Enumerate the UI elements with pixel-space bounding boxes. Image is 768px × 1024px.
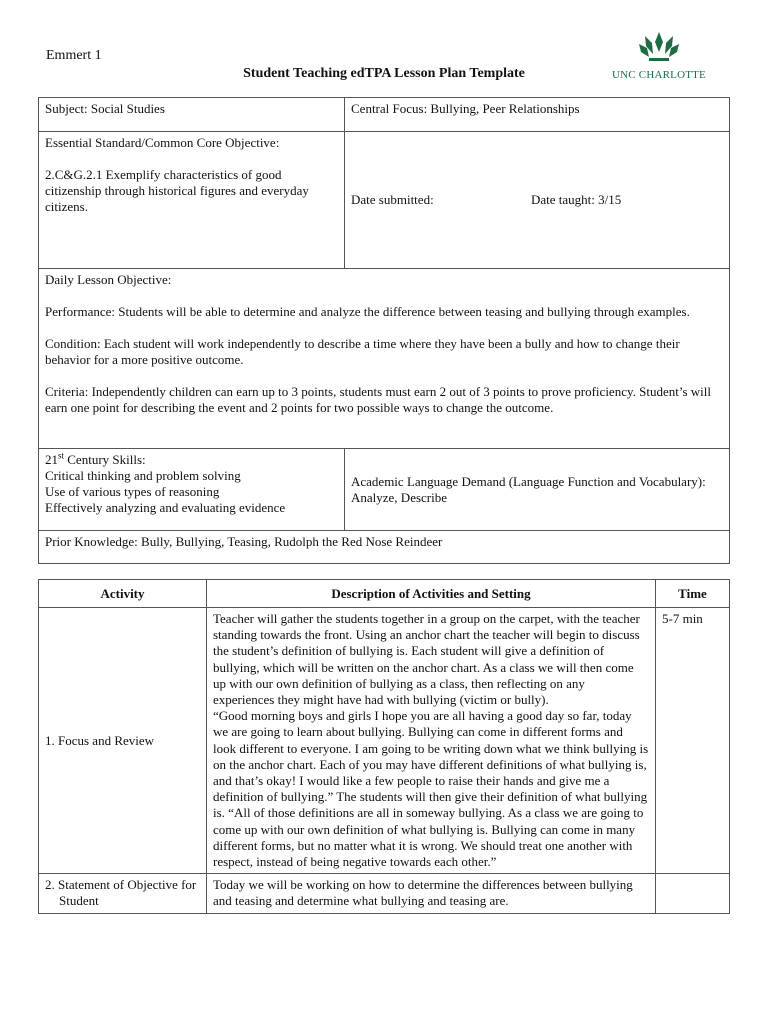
activity-header: Activity [39,580,207,608]
activities-table [38,579,730,914]
condition-text: Condition: Each student will work independently to describe a time where they have been a bully and how to change their behavior for a more positive outcome. [45,336,680,367]
criteria-text: Criteria: Independently children can earn up to 3 points, students must earn 2 out of 3 points to prove proficiency. Student’s will earn one point for describing the event and 2 points for two possible ways to change the outcome. [45,384,711,415]
date-submitted: Date submitted: [351,192,434,207]
skills-cell [39,449,345,531]
skill-item: Use of various types of reasoning [45,484,220,499]
performance-text: Performance: Students will be able to determine and analyze the difference between teasing and bullying through examples. [45,304,690,319]
university-logo [604,30,714,80]
dates-cell [345,132,730,269]
logo-text: UNC CHARLOTTE [612,69,706,81]
activity-time [656,874,730,914]
activity-name: 2. Statement of Objective for Student [39,874,207,914]
subject-cell: Subject: Social Studies [39,98,345,132]
table-row [39,874,730,914]
skill-item: Effectively analyzing and evaluating evidence [45,500,286,515]
table-row [39,608,730,874]
lesson-overview-table [38,97,730,564]
skill-item: Critical thinking and problem solving [45,468,241,483]
activity-description: Teacher will gather the students together in a group on the carpet, with the teacher standing towards the front. Using an anchor chart the teacher will begin to discuss the student’s definition of bullying is. Each student will give a definition of bullying, which will be written on the anchor chart. As a class we will then come up with our own definition of bullying as a class, then reflecting on any experiences they might have had with bullying (victim or bully). “Good morning boys and girls I hope you are all having a good day so far, today we are going to learn about bullying. Bullying can come in different forms and look different to everyone. I am going to be writing down what we think bullying is on the anchor chart. Each of you may have different definitions of what bullying is, and that’s okay! I would like a few people to raise their hands and give me a definition of bullying.” The students will then give their definition of what bullying is. “All of those definitions are all in someway bullying. As a class we are going to come up with our own definition of what bullying is. Bullying can come in many different forms, but no matter what it is wrong. We should treat one another with respect, instead of being negative towards each other.” [207,608,656,874]
description-header: Description of Activities and Setting [207,580,656,608]
standard-text: 2.C&G.2.1 Exemplify characteristics of good citizenship through historical figures and everyday citizens. [45,167,309,214]
daily-objective-cell [39,269,730,449]
activity-name: 1. Focus and Review [39,608,207,874]
date-taught: Date taught: 3/15 [531,192,622,207]
page-number-label: Emmert 1 [46,48,102,63]
standard-cell [39,132,345,269]
activity-description: Today we will be working on how to determine the differences between bullying and teasing and determine what bullying and teasing are. [207,874,656,914]
daily-objective-label: Daily Lesson Objective: [45,272,172,287]
skills-label: 21st Century Skills: [45,450,146,467]
document-title: Student Teaching edTPA Lesson Plan Template [243,66,525,81]
academic-language-cell: Academic Language Demand (Language Function and Vocabulary): Analyze, Describe [345,449,730,531]
crown-logo-icon [637,30,681,64]
central-focus-cell: Central Focus: Bullying, Peer Relationships [345,98,730,132]
time-header: Time [656,580,730,608]
activity-time: 5-7 min [656,608,730,874]
standard-label: Essential Standard/Common Core Objective: [45,135,280,150]
prior-knowledge-cell: Prior Knowledge: Bully, Bullying, Teasing, Rudolph the Red Nose Reindeer [39,531,730,564]
